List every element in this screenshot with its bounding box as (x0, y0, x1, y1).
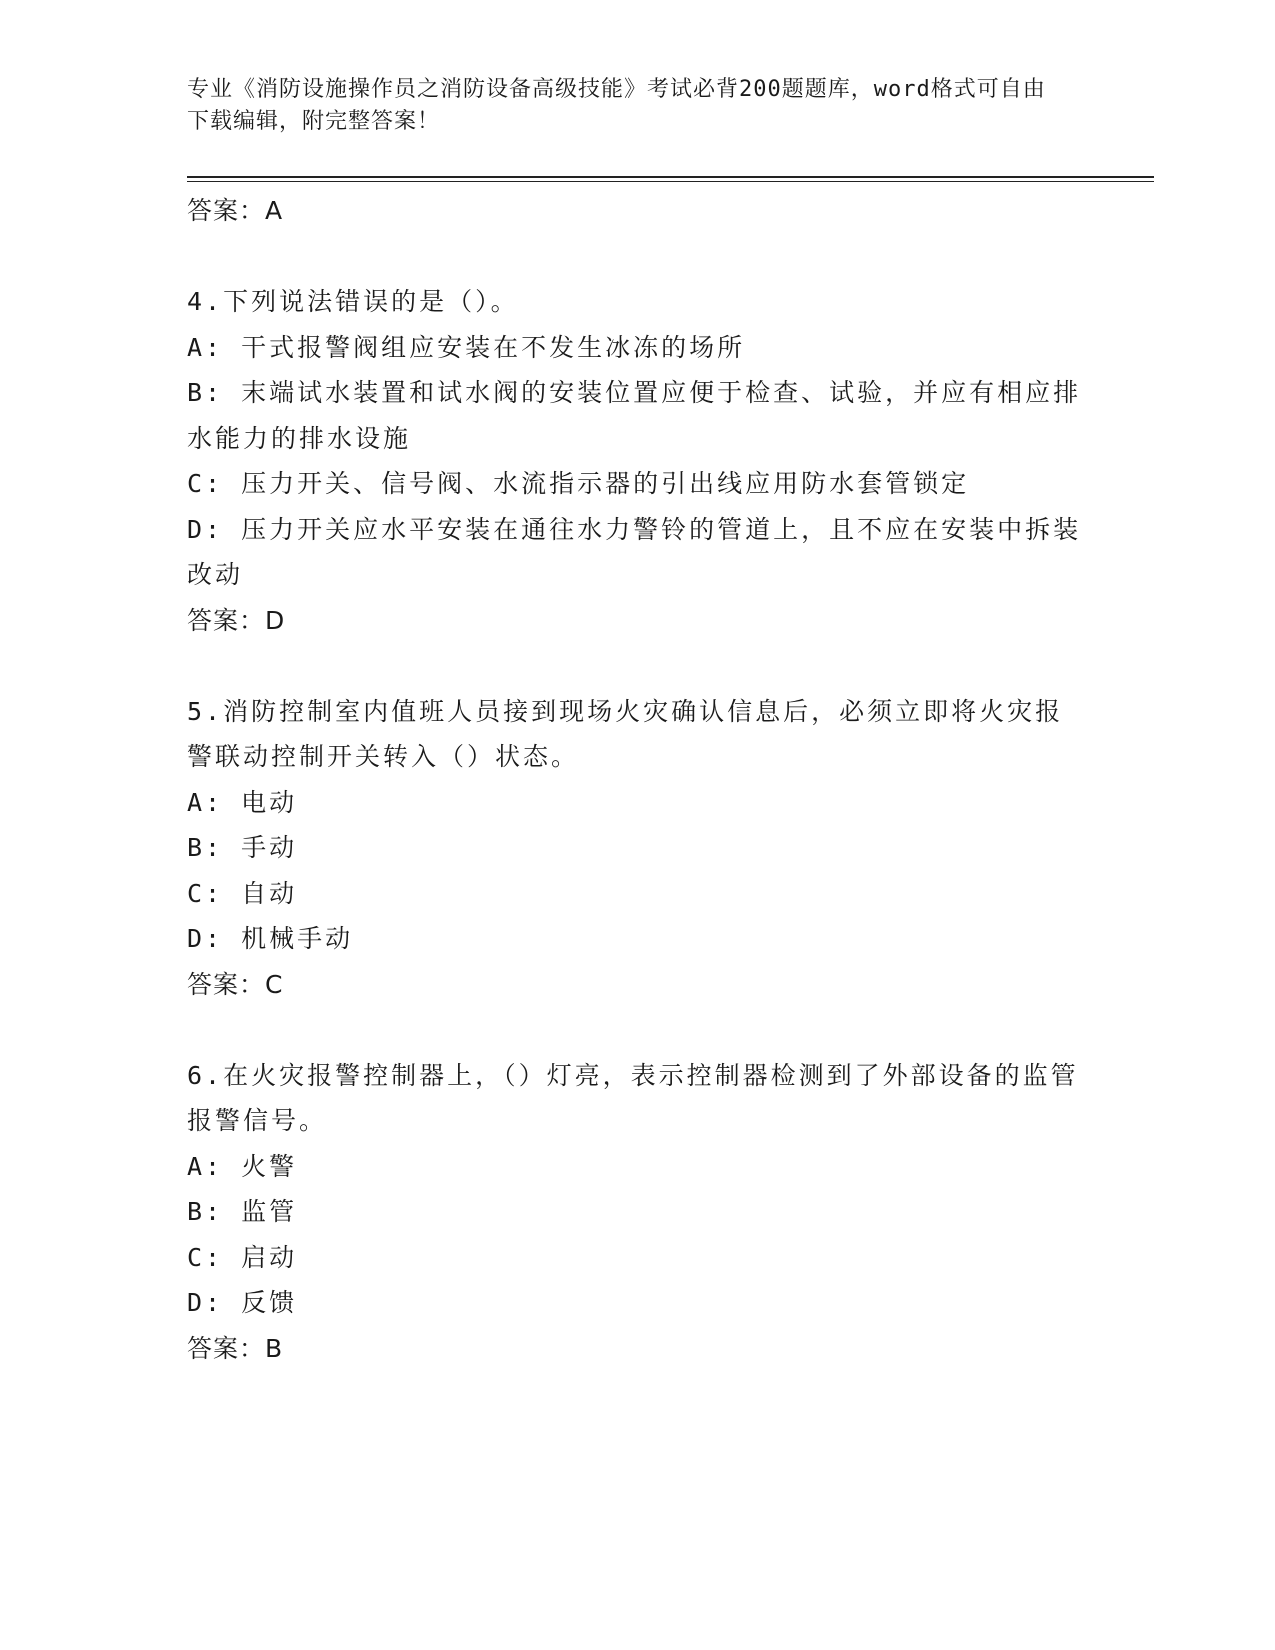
question-block (187, 1053, 1087, 1372)
answer-line: 答案：C (187, 969, 284, 999)
question-block (187, 689, 1087, 1008)
option-b: B: 监管 (187, 1197, 298, 1226)
option-a: A: 干式报警阀组应安装在不发生冰冻的场所 (187, 332, 746, 362)
option-b: B: 末端试水装置和试水阀的安装位置应便于检查、试验，并应有相应排水能力的排水设施 (187, 378, 1082, 453)
answer-line: 答案：D (187, 605, 286, 635)
question-stem: 6.在火灾报警控制器上，（）灯亮，表示控制器检测到了外部设备的监管报警信号。 (187, 1060, 1079, 1135)
option-c: C: 自动 (187, 878, 298, 908)
document-header: 专业《消防设施操作员之消防设备高级技能》考试必背200题题库，word格式可自由下载编辑，附完整答案！ (187, 77, 1046, 134)
spacer (187, 234, 1087, 280)
question-stem: 4.下列说法错误的是（）。 (187, 287, 519, 316)
spacer (187, 643, 1087, 689)
option-d: D: 压力开关应水平安装在通往水力警铃的管道上，且不应在安装中拆装改动 (187, 514, 1082, 589)
option-a: A: 火警 (187, 1151, 298, 1181)
spacer (187, 1007, 1087, 1053)
header-divider-thick (187, 176, 1154, 178)
answer-line: 答案：B (187, 1333, 284, 1363)
option-c: C: 压力开关、信号阀、水流指示器的引出线应用防水套管锁定 (187, 469, 970, 498)
question-block (187, 279, 1087, 643)
option-c: C: 启动 (187, 1242, 298, 1272)
option-d: D: 机械手动 (187, 924, 354, 953)
question-stem: 5.消防控制室内值班人员接到现场火灾确认信息后，必须立即将火灾报警联动控制开关转入（）状态。 (187, 696, 1064, 771)
option-a: A: 电动 (187, 787, 298, 817)
option-b: B: 手动 (187, 833, 298, 862)
answer-line: 答案：A (187, 196, 284, 225)
option-d: D: 反馈 (187, 1288, 298, 1317)
header-divider-thin (187, 181, 1154, 182)
question-list (187, 188, 1087, 1371)
